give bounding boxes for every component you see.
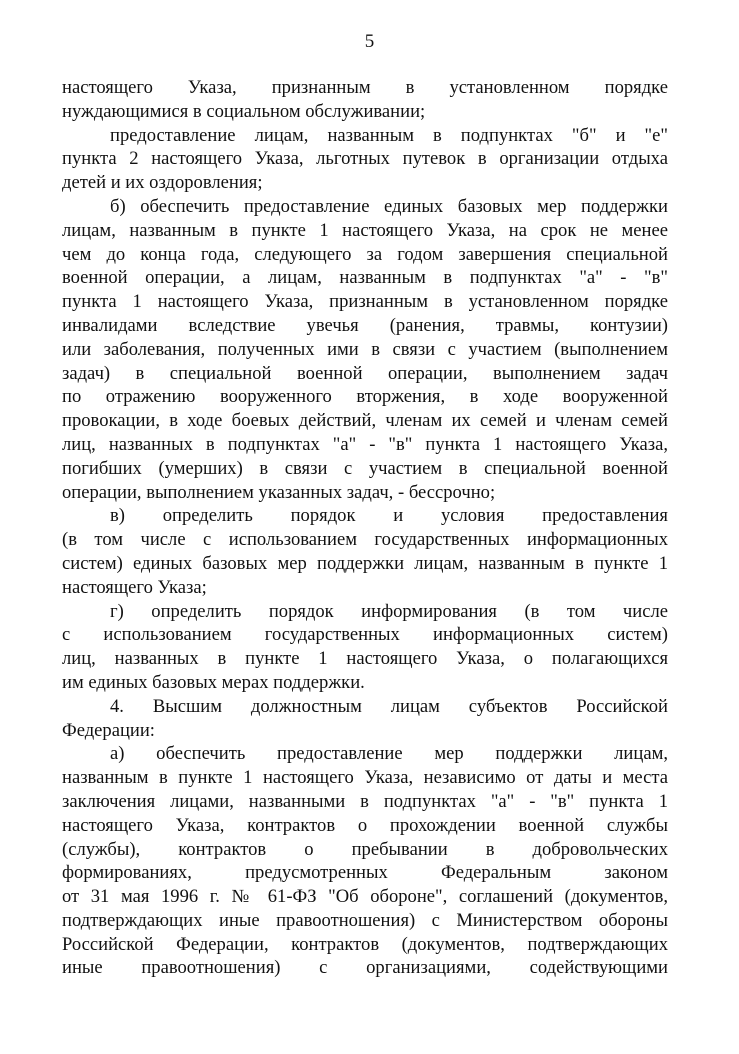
text-line: от 31 мая 1996 г. № 61-ФЗ "Об обороне", соглашений (документов,	[62, 886, 668, 908]
text-line: 4. Высшим должностным лицам субъектов Российской	[110, 695, 668, 717]
text-line: чем до конца года, следующего за годом завершения специальной	[62, 243, 668, 265]
text-line: с использованием государственных информационных систем)	[62, 624, 668, 646]
page-number: 5	[364, 31, 375, 52]
text-line: пункта 1 настоящего Указа, признанным в установленном порядке	[62, 291, 668, 313]
text-line: Российской Федерации, контрактов (документов, подтверждающих	[62, 933, 668, 955]
text-line: названным в пункте 1 настоящего Указа, независимо от даты и места	[62, 767, 668, 789]
text-line: нуждающимися в социальном обслуживании;	[62, 100, 426, 122]
text-line: военной операции, а лицам, названным в подпунктах "а" - "в"	[62, 267, 668, 289]
text-line: погибших (умерших) в связи с участием в специальной военной	[62, 457, 668, 479]
text-line: в) определить порядок и условия предоставления	[110, 505, 668, 527]
document-body	[62, 76, 668, 980]
text-line: (службы), контрактов о пребывании в добровольческих	[62, 838, 668, 860]
text-line: детей и их оздоровления;	[62, 172, 263, 194]
text-line: б) обеспечить предоставление единых базовых мер поддержки	[110, 195, 668, 217]
text-line: подтверждающих иные правоотношения) с Министерством обороны	[62, 909, 668, 931]
text-line: провокации, в ходе боевых действий, членам их семей и членам семей	[62, 410, 668, 432]
text-line: Федерации:	[62, 719, 155, 741]
text-line: пункта 2 настоящего Указа, льготных путевок в организации отдыха	[62, 148, 668, 170]
text-line: или заболевания, полученных ими в связи с участием (выполнением	[62, 338, 668, 360]
text-line: (в том числе с использованием государственных информационных	[62, 529, 668, 551]
text-line: лиц, названных в пункте 1 настоящего Указа, о полагающихся	[62, 648, 668, 670]
text-line: им единых базовых мерах поддержки.	[62, 671, 365, 693]
text-line: лицам, названным в пункте 1 настоящего Указа, на срок не менее	[62, 219, 668, 241]
text-line: инвалидами вследствие увечья (ранения, травмы, контузии)	[62, 314, 668, 336]
text-line: операции, выполнением указанных задач, - бессрочно;	[62, 481, 496, 503]
text-line: систем) единых базовых мер поддержки лицам, названным в пункте 1	[62, 552, 668, 574]
text-line: настоящего Указа, признанным в установленном порядке	[62, 77, 668, 98]
text-line: иные правоотношения) с организациями, содействующими	[62, 957, 668, 979]
text-line: предоставление лицам, названным в подпунктах "б" и "е"	[110, 124, 668, 146]
text-line: формированиях, предусмотренных Федеральным законом	[62, 862, 668, 884]
text-line: заключения лицами, названными в подпунктах "а" - "в" пункта 1	[62, 790, 668, 812]
text-line: настоящего Указа;	[62, 576, 207, 598]
text-line: лиц, названных в подпунктах "а" - "в" пункта 1 настоящего Указа,	[62, 433, 668, 455]
text-line: г) определить порядок информирования (в том числе	[110, 600, 668, 622]
text-line: по отражению вооруженного вторжения, в ходе вооруженной	[62, 386, 668, 408]
text-line: задач) в специальной военной операции, выполнением задач	[62, 362, 668, 384]
text-line: настоящего Указа, контрактов о прохождении военной службы	[62, 814, 668, 836]
text-line: а) обеспечить предоставление мер поддержки лицам,	[110, 743, 668, 765]
